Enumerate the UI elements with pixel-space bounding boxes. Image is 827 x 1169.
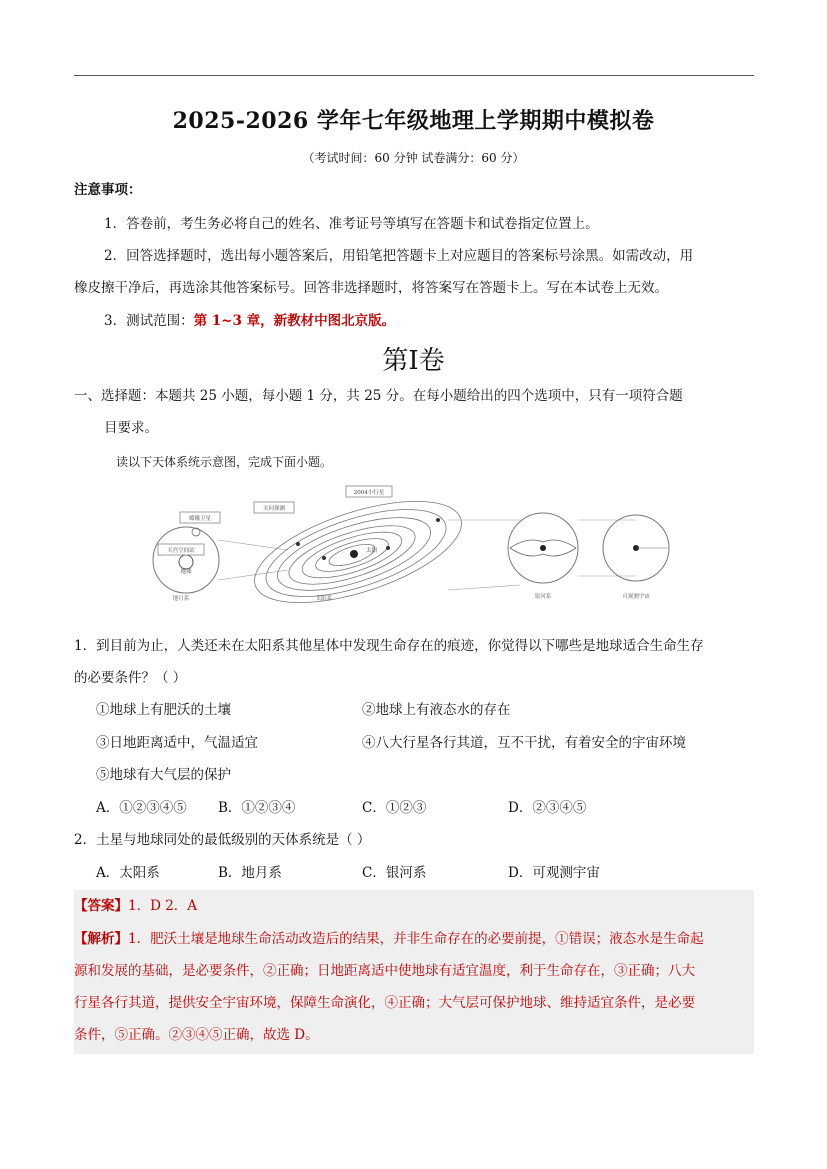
q1-option-b: B．①②③④ [218,800,296,816]
header-rule [74,75,754,76]
sun-label: 太阳 [366,548,378,554]
earth-moon-system-label: 地月系 [172,596,190,602]
exam-info: （考试时间：60 分钟 试卷满分：60 分） [302,151,525,165]
note-item-3 [104,311,395,331]
analysis-line1 [74,929,704,949]
solar-system-label: 太阳系 [315,596,333,602]
analysis-line4: 条件，⑤正确。②③④⑤正确，故选 D。 [74,1027,319,1043]
box-label-3-text: 天问探测 [262,506,286,512]
q2-stem: 2．土星与地球同处的最低级别的天体系统是（ ） [74,832,371,848]
earth-label: 地球 [180,569,192,575]
answer-label: 【答案】 [74,898,128,914]
box-label-4-text: 2004小行星 [353,490,385,496]
solar-system-orbits [243,481,473,604]
page-title: 2025-2026 学年七年级地理上学期期中模拟卷 [172,108,655,134]
section-title: 第I卷 [382,346,445,376]
earth-icon [179,555,193,569]
q2-option-c: C．银河系 [362,865,427,881]
q2-option-a: A．太阳系 [96,865,160,881]
test-range: 第 1~3 章，新教材中图北京版。 [193,313,396,329]
section-intro-line1: 一、选择题：本题共 25 小题，每小题 1 分，共 25 分。在每小题给出的四个选项中，只有一项符合题 [74,388,683,404]
analysis-text-1: 1．肥沃土壤是地球生命活动改造后的结果，并非生命存在的必要前提，①错误；液态水是生命起 [128,931,704,947]
q2-option-b: B．地月系 [218,865,282,881]
q2-option-d: D．可观测宇宙 [508,865,600,881]
q1-stem-line1: 1．到目前为止，人类还未在太阳系其他星体中发现生命存在的痕迹，你觉得以下哪些是地球适合生命生存 [74,638,704,654]
q1-option-d: D．②③④⑤ [508,800,587,816]
q1-choice-5: ⑤地球有大气层的保护 [96,767,231,783]
notes-heading: 注意事项： [74,182,142,198]
q1-option-c: C．①②③ [362,800,427,816]
q1-choice-4: ④八大行星各行其道，互不干扰，有着安全的宇宙环境 [362,735,686,751]
q1-choice-1: ①地球上有肥沃的土壤 [96,702,231,718]
reading-lead: 读以下天体系统示意图，完成下面小题。 [116,455,333,469]
box-label-2-text: 天宫空间站 [167,548,195,554]
note-item-2-line2: 橡皮擦干净后，再选涂其他答案标号。回答非选择题时，将答案写在答题卡上。写在本试卷上无效。 [74,280,668,296]
galaxy-core-icon [540,545,546,551]
analysis-line2: 源和发展的基础，是必要条件，②正确；日地距离适中使地球有适宜温度，利于生命存在，③正确；八大 [74,963,695,979]
q1-choice-2: ②地球上有液态水的存在 [362,702,511,718]
answer-row [74,896,197,916]
analysis-line3: 行星各行其道，提供安全宇宙环境，保障生命演化，④正确；大气层可保护地球、维持适宜条件，是必要 [74,995,695,1011]
q1-stem-line2: 的必要条件？（ ） [74,670,187,686]
probe-icon [192,528,200,536]
answer-value: 1．D 2．A [128,898,198,914]
sun-icon [350,550,358,558]
box-label-1-text: 嫦娥卫星 [188,516,212,522]
observable-universe-label: 可观测宇宙 [622,594,650,600]
section-intro-line2: 目要求。 [104,420,158,436]
q1-option-a: A．①②③④⑤ [96,800,187,816]
celestial-systems-diagram [148,480,684,604]
analysis-label: 【解析】 [74,931,128,947]
q1-choice-3: ③日地距离适中，气温适宜 [96,735,258,751]
earth-moon-circle [153,527,219,593]
note-item-2-line1: 2．回答选择题时，选出每小题答案后，用铅笔把答题卡上对应题目的答案标号涂黑。如需改动，用 [104,248,694,264]
note-item-1: 1．答卷前，考生务必将自己的姓名、准考证号等填写在答题卡和试卷指定位置上。 [104,216,599,232]
galaxy-label: 银河系 [534,594,552,600]
note-item-3-prefix: 3．测试范围： [104,313,194,329]
